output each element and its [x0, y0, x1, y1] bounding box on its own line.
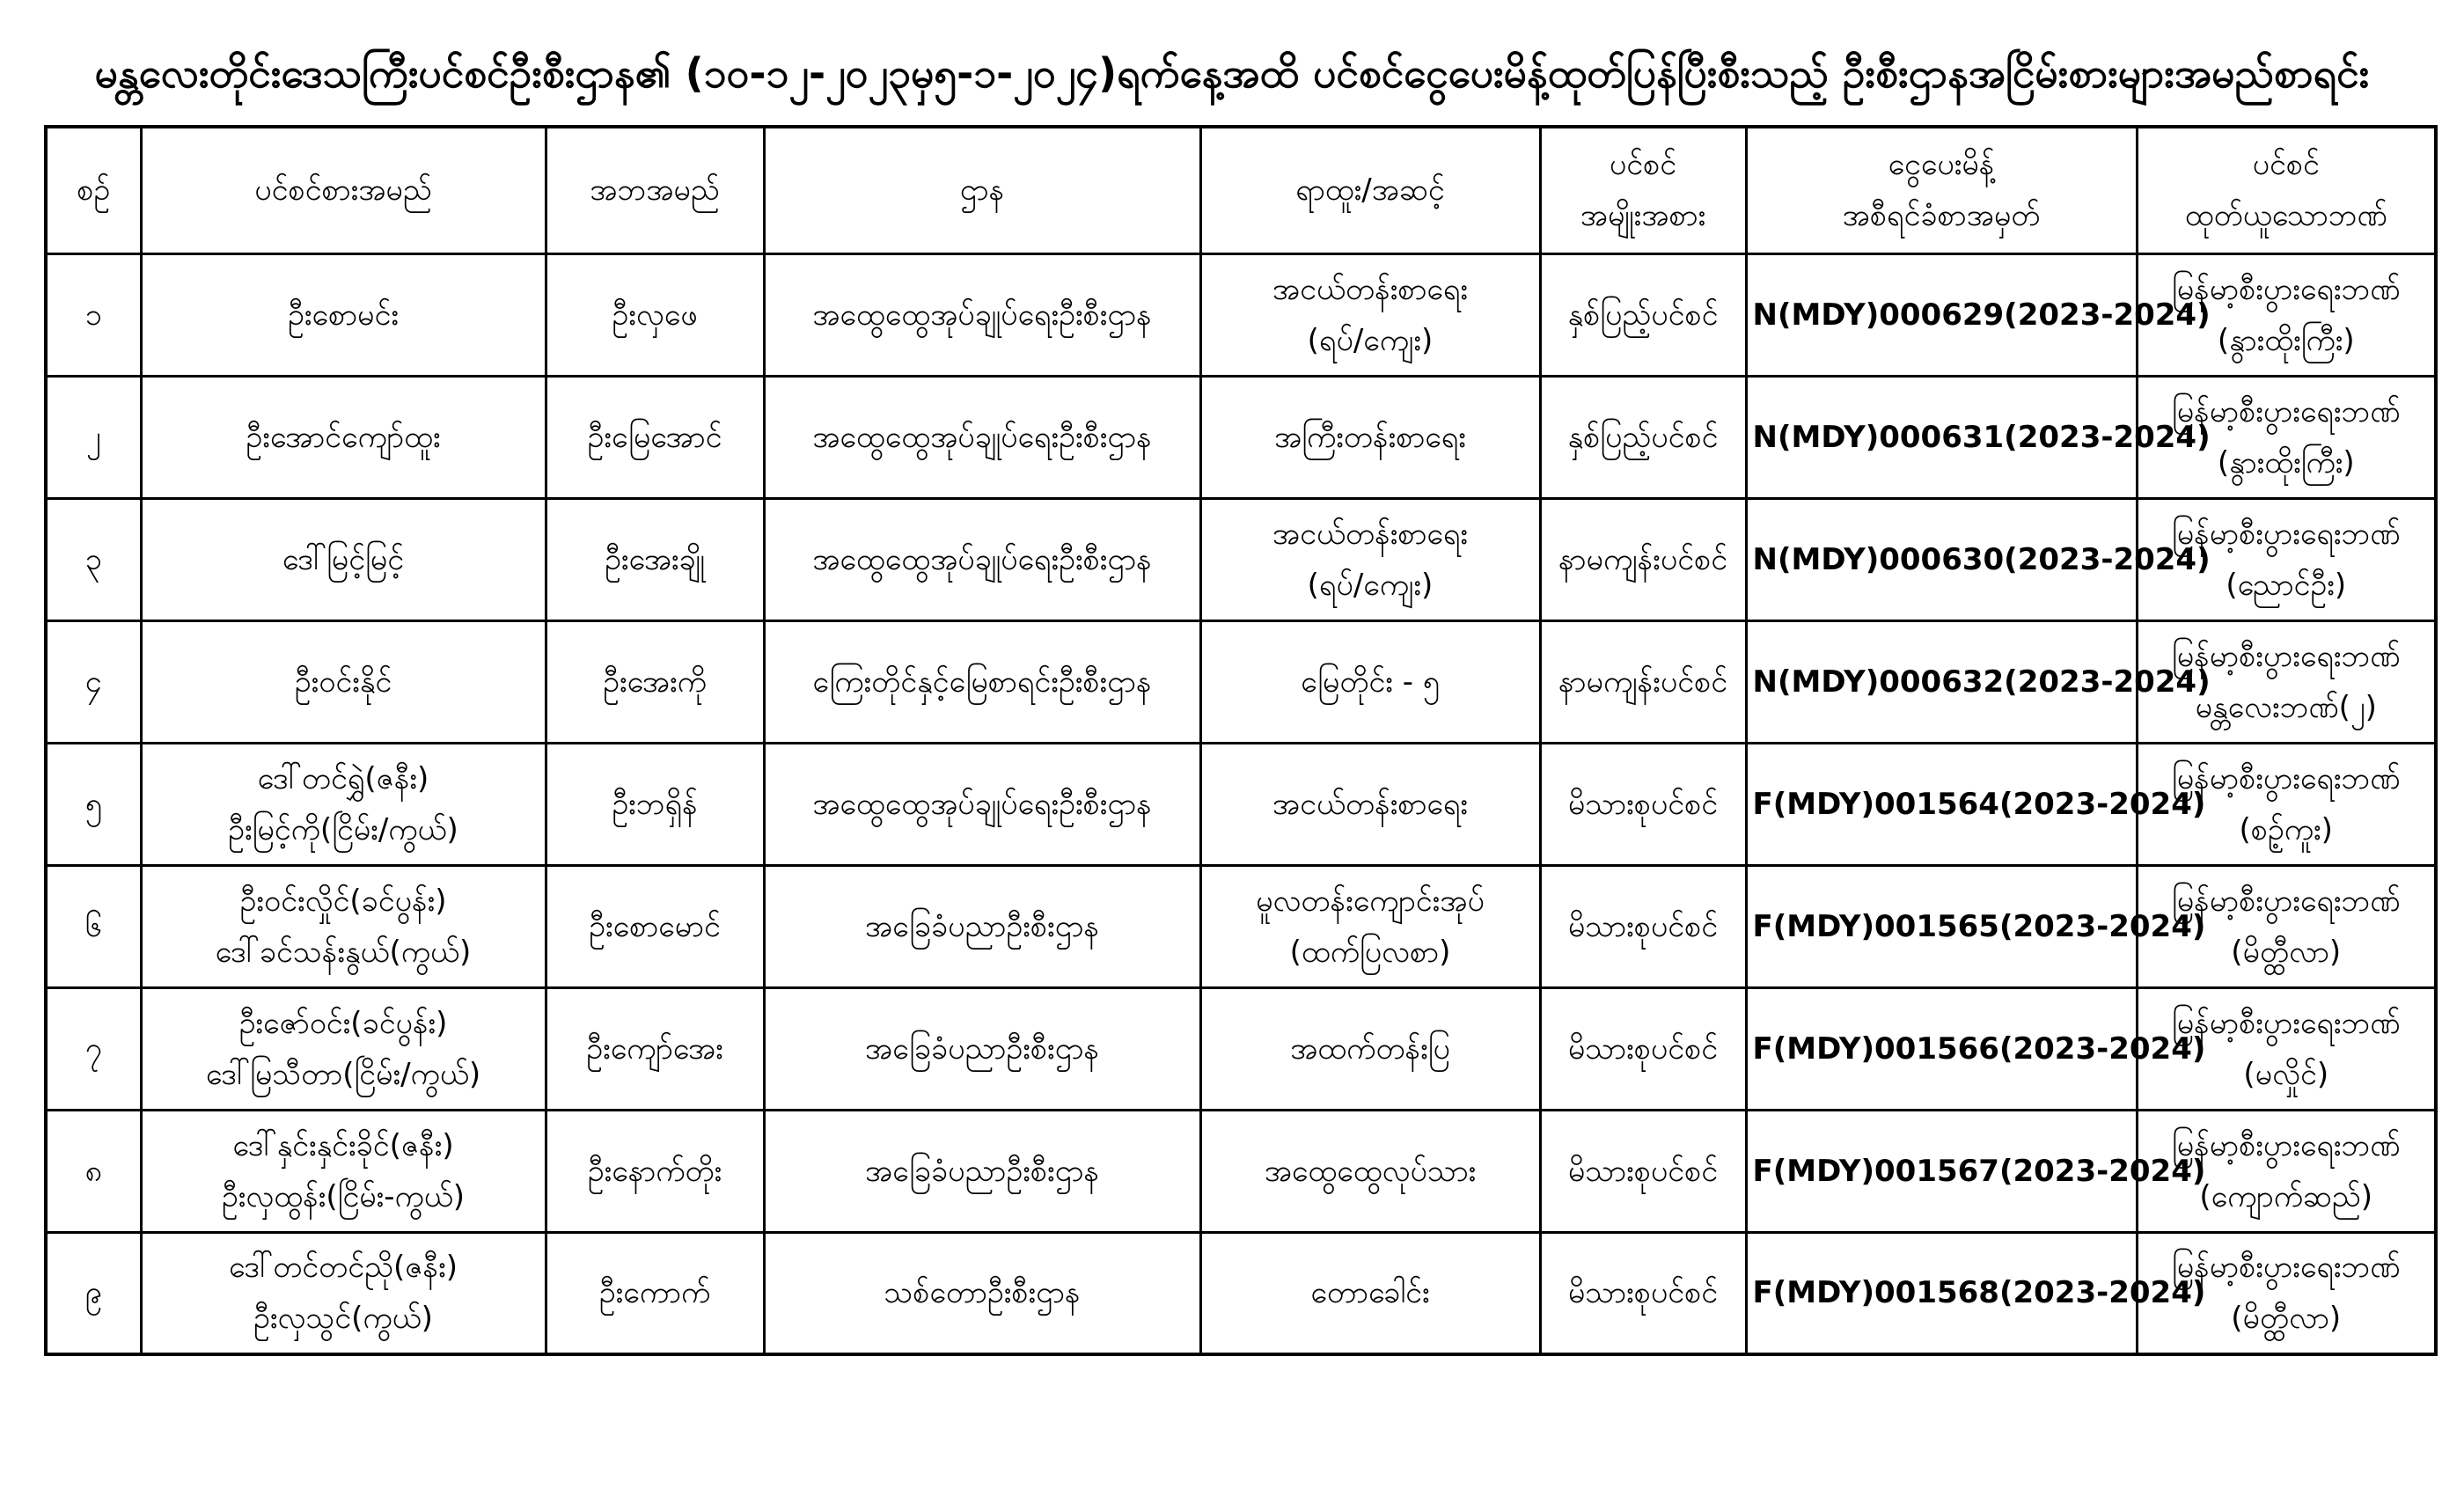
cell-department	[764, 987, 1200, 1110]
cell-pension-type	[1540, 1232, 1746, 1354]
cell-text: အခြေခံပညာဦးစီးဌာန	[864, 1153, 1100, 1189]
cell-rank	[1200, 1110, 1540, 1232]
cell-rank	[1200, 865, 1540, 987]
table-row	[46, 987, 2436, 1110]
cell-no	[46, 743, 141, 865]
cell-permit-no	[1746, 743, 2206, 865]
column-header-text: ငွေပေးမိန့်	[1888, 147, 1995, 183]
cell-text: ဒေါ်နှင်းနှင်းခိုင်(ဇနီး)	[232, 1127, 454, 1163]
cell-rank	[1200, 743, 1540, 865]
cell-text: (ထက်ပြလစာ)	[1289, 934, 1451, 970]
cell-text: အငယ်တန်းစာရေး	[1272, 786, 1469, 822]
cell-text: အထွေထွေအုပ်ချုပ်ရေးဦးစီးဌာန	[812, 786, 1152, 822]
column-header-text: စဉ်	[77, 172, 111, 209]
cell-permit-no	[1746, 620, 2211, 743]
cell-text: F(MDY)001567(2023-2024)	[1752, 1153, 2206, 1189]
cell-name	[141, 1110, 546, 1232]
cell-no	[46, 1110, 141, 1232]
cell-text: (မိတ္ထီလာ)	[2231, 1301, 2342, 1337]
cell-text: သစ်တောဦးစီးဌာန	[884, 1275, 1081, 1311]
cell-text: ဦးကောက်	[598, 1275, 711, 1311]
column-header-pension-type	[1540, 127, 1746, 253]
cell-father	[546, 376, 764, 498]
cell-name	[141, 865, 546, 987]
cell-text: (မလှိုင်)	[2243, 1056, 2329, 1092]
cell-text: မိသားစုပင်စင်	[1567, 1153, 1719, 1189]
cell-text: ကြေးတိုင်နှင့်မြေစာရင်းဦးစီးဌာန	[812, 664, 1152, 700]
cell-text: အထွေထွေအုပ်ချုပ်ရေးဦးစီးဌာန	[812, 541, 1152, 577]
cell-text: ၂	[85, 419, 101, 455]
cell-text: မိသားစုပင်စင်	[1567, 1275, 1719, 1311]
cell-text: မြန်မာ့စီးပွားရေးဘဏ်	[2171, 1127, 2401, 1163]
cell-text: မြန်မာ့စီးပွားရေးဘဏ်	[2171, 883, 2401, 919]
cell-text: တောခေါင်း	[1310, 1275, 1430, 1311]
cell-text: F(MDY)001566(2023-2024)	[1752, 1030, 2206, 1067]
cell-rank	[1200, 620, 1540, 743]
cell-text: N(MDY)000631(2023-2024)	[1752, 419, 2211, 455]
cell-name	[141, 253, 546, 376]
cell-rank	[1200, 1232, 1540, 1354]
cell-text: ၇	[84, 1030, 102, 1067]
cell-text: မြန်မာ့စီးပွားရေးဘဏ်	[2171, 760, 2401, 796]
cell-text: ဦးစောမင်း	[288, 297, 399, 333]
column-header-text: ပင်စင်	[2252, 147, 2320, 183]
cell-text: ၁	[84, 297, 102, 333]
cell-text: အထွေထွေအုပ်ချုပ်ရေးဦးစီးဌာန	[812, 297, 1152, 333]
cell-text: ဦးမြေအောင်	[587, 419, 722, 455]
cell-text: ဒေါ်မြသီတာ(ငြိမ်း/ကွယ်)	[205, 1056, 481, 1092]
cell-text: မြန်မာ့စီးပွားရေးဘဏ်	[2171, 1250, 2401, 1286]
cell-text: ဦးအေးချို	[605, 541, 705, 577]
cell-text: ဦးလှသွင်(ကွယ်)	[253, 1301, 433, 1337]
header-row	[46, 127, 2436, 253]
cell-no	[46, 865, 141, 987]
cell-father	[546, 987, 764, 1110]
column-header-text: ထုတ်ယူသောဘဏ်	[2184, 198, 2387, 234]
document-title: မန္တလေးတိုင်းဒေသကြီးပင်စင်ဦးစီးဌာန၏ (၁၀-၁၂-၂၀၂၃မှ၅-၁-၂၀၂၄)ရက်နေ့အထိ ပင်စင်ငွေပေးမိန့်ထုတ်ပြန်ပြီးစီးသည့် ဦးစီးဌာနအငြိမ်းစားများအမည်စာရင်း	[94, 49, 2370, 97]
cell-text: (ရပ်/ကျေး)	[1307, 322, 1434, 358]
cell-text: ဦးအောင်ကျော်ထူး	[246, 419, 441, 455]
cell-permit-no	[1746, 376, 2211, 498]
cell-text: ၄	[84, 664, 102, 700]
cell-text: F(MDY)001565(2023-2024)	[1752, 908, 2206, 944]
table-header	[46, 127, 2436, 253]
column-header-text: အမျိုးအစား	[1580, 198, 1706, 234]
cell-text: N(MDY)000632(2023-2024)	[1752, 664, 2211, 700]
cell-text: မြန်မာ့စီးပွားရေးဘဏ်	[2171, 516, 2401, 552]
cell-text: ဒေါ်ခင်သန်းနွယ်(ကွယ်)	[215, 934, 472, 970]
column-header-text: အစီရင်ခံစာအမှတ်	[1842, 198, 2041, 234]
cell-text: ၆	[84, 908, 102, 944]
cell-department	[764, 1232, 1200, 1354]
column-header-department	[764, 127, 1200, 253]
cell-text: နှစ်ပြည့်ပင်စင်	[1567, 297, 1719, 333]
cell-text: အခြေခံပညာဦးစီးဌာန	[864, 908, 1100, 944]
cell-text: ဦးလှဖေ	[612, 297, 698, 333]
cell-department	[764, 743, 1200, 865]
cell-text: အထက်တန်းပြ	[1290, 1030, 1450, 1067]
cell-text: အငယ်တန်းစာရေး	[1272, 271, 1469, 307]
table-body	[46, 253, 2436, 1354]
cell-text: (ညောင်ဦး)	[2226, 567, 2347, 603]
cell-text: F(MDY)001568(2023-2024)	[1752, 1275, 2206, 1311]
cell-text: (စဉ့်ကူး)	[2239, 811, 2333, 847]
cell-text: မိသားစုပင်စင်	[1567, 1030, 1719, 1067]
table-row	[46, 865, 2436, 987]
cell-permit-no	[1746, 865, 2206, 987]
cell-text: (နွားထိုးကြီး)	[2217, 444, 2355, 480]
cell-pension-type	[1540, 376, 1746, 498]
cell-father	[546, 620, 764, 743]
cell-permit-no	[1746, 987, 2206, 1110]
column-header-text: အဘအမည်	[590, 172, 720, 209]
cell-text: နှစ်ပြည့်ပင်စင်	[1567, 419, 1719, 455]
table-row	[46, 1110, 2436, 1232]
cell-text: (ကျောက်ဆည်)	[2199, 1178, 2373, 1214]
cell-text: ဦးကျော်အေး	[586, 1030, 723, 1067]
column-header-bank	[2137, 127, 2436, 253]
cell-text: နာမကျန်းပင်စင်	[1558, 541, 1728, 577]
cell-text: ဦးဝင်းနိုင်	[294, 664, 392, 700]
cell-department	[764, 620, 1200, 743]
cell-permit-no	[1746, 1232, 2206, 1354]
table-row	[46, 620, 2436, 743]
cell-department	[764, 498, 1200, 620]
cell-text: ဒေါ်တင်တင်ညို(ဇနီး)	[229, 1250, 458, 1286]
column-header-permit-no	[1746, 127, 2137, 253]
cell-text: ဦးစောမောင်	[589, 908, 721, 944]
table-row	[46, 743, 2436, 865]
cell-pension-type	[1540, 865, 1746, 987]
cell-text: ဦးဘရှိန်	[612, 786, 698, 822]
cell-text: မန္တလေးဘဏ်(၂)	[2195, 689, 2377, 725]
cell-pension-type	[1540, 1110, 1746, 1232]
cell-pension-type	[1540, 253, 1746, 376]
cell-father	[546, 865, 764, 987]
cell-text: မြေတိုင်း - ၅	[1301, 664, 1440, 700]
cell-text: ဦးလှထွန်း(ငြိမ်း-ကွယ်)	[221, 1178, 466, 1214]
cell-name	[141, 376, 546, 498]
cell-text: ၈	[84, 1153, 102, 1189]
cell-department	[764, 1110, 1200, 1232]
cell-text: ဦးဇော်ဝင်း(ခင်ပွန်း)	[238, 1005, 448, 1041]
cell-text: အကြီးတန်းစာရေး	[1274, 419, 1466, 455]
cell-text: မိသားစုပင်စင်	[1567, 908, 1719, 944]
cell-text: မိသားစုပင်စင်	[1567, 786, 1719, 822]
cell-permit-no	[1746, 498, 2211, 620]
cell-text: ၃	[84, 541, 102, 577]
cell-name	[141, 1232, 546, 1354]
cell-text: ဦးမြင့်ကို(ငြိမ်း/ကွယ်)	[228, 811, 458, 847]
table-row	[46, 498, 2436, 620]
cell-pension-type	[1540, 743, 1746, 865]
cell-name	[141, 620, 546, 743]
cell-father	[546, 1110, 764, 1232]
cell-text: (နွားထိုးကြီး)	[2217, 322, 2355, 358]
cell-father	[546, 498, 764, 620]
cell-department	[764, 376, 1200, 498]
cell-text: F(MDY)001564(2023-2024)	[1752, 786, 2206, 822]
cell-pension-type	[1540, 498, 1746, 620]
cell-name	[141, 987, 546, 1110]
table-row	[46, 253, 2436, 376]
cell-no	[46, 253, 141, 376]
cell-permit-no	[1746, 1110, 2206, 1232]
cell-rank	[1200, 987, 1540, 1110]
cell-no	[46, 987, 141, 1110]
cell-text: မြန်မာ့စီးပွားရေးဘဏ်	[2171, 271, 2401, 307]
cell-no	[46, 498, 141, 620]
column-header-text: ပင်စင်	[1609, 147, 1677, 183]
cell-text: ဦးဝင်းလှိုင်(ခင်ပွန်း)	[239, 883, 447, 919]
cell-text: ဒေါ်မြင့်မြင့်	[282, 541, 405, 577]
cell-rank	[1200, 498, 1540, 620]
cell-pension-type	[1540, 987, 1746, 1110]
cell-text: မြန်မာ့စီးပွားရေးဘဏ်	[2171, 1005, 2401, 1041]
cell-pension-type	[1540, 620, 1746, 743]
cell-text: ဒေါ်တင်ရွှဲ(ဇနီး)	[257, 760, 429, 796]
cell-name	[141, 743, 546, 865]
table-row	[46, 1232, 2436, 1354]
cell-rank	[1200, 376, 1540, 498]
column-header-father	[546, 127, 764, 253]
cell-text: နာမကျန်းပင်စင်	[1558, 664, 1728, 700]
column-header-text: ရာထူး/အဆင့်	[1295, 172, 1445, 209]
cell-father	[546, 253, 764, 376]
cell-text: ဦးအေးကို	[603, 664, 707, 700]
cell-text: ၉	[84, 1275, 102, 1311]
column-header-text: ဌာန	[959, 172, 1005, 209]
column-header-text: ပင်စင်စားအမည်	[254, 172, 432, 209]
cell-department	[764, 865, 1200, 987]
cell-no	[46, 1232, 141, 1354]
cell-text: အခြေခံပညာဦးစီးဌာန	[864, 1030, 1100, 1067]
cell-father	[546, 1232, 764, 1354]
cell-no	[46, 376, 141, 498]
cell-text: N(MDY)000629(2023-2024)	[1752, 297, 2211, 333]
cell-text: (ရပ်/ကျေး)	[1307, 567, 1434, 603]
cell-text: N(MDY)000630(2023-2024)	[1752, 541, 2211, 577]
cell-rank	[1200, 253, 1540, 376]
cell-father	[546, 743, 764, 865]
cell-name	[141, 498, 546, 620]
cell-no	[46, 620, 141, 743]
cell-permit-no	[1746, 253, 2211, 376]
cell-text: မူလတန်းကျောင်းအုပ်	[1256, 883, 1485, 919]
cell-text: အထွေထွေလုပ်သား	[1264, 1153, 1477, 1189]
cell-text: (မိတ္ထီလာ)	[2231, 934, 2342, 970]
table-row	[46, 376, 2436, 498]
cell-department	[764, 253, 1200, 376]
cell-text: အထွေထွေအုပ်ချုပ်ရေးဦးစီးဌာန	[812, 419, 1152, 455]
cell-text: ၅	[84, 786, 102, 822]
cell-text: အငယ်တန်းစာရေး	[1272, 516, 1469, 552]
pensioner-table	[44, 125, 2438, 1356]
column-header-name	[141, 127, 546, 253]
column-header-no	[46, 127, 141, 253]
column-header-rank	[1200, 127, 1540, 253]
cell-text: မြန်မာ့စီးပွားရေးဘဏ်	[2171, 393, 2401, 429]
cell-text: ဦးနောက်တိုး	[587, 1153, 722, 1189]
cell-text: မြန်မာ့စီးပွားရေးဘဏ်	[2171, 638, 2401, 674]
